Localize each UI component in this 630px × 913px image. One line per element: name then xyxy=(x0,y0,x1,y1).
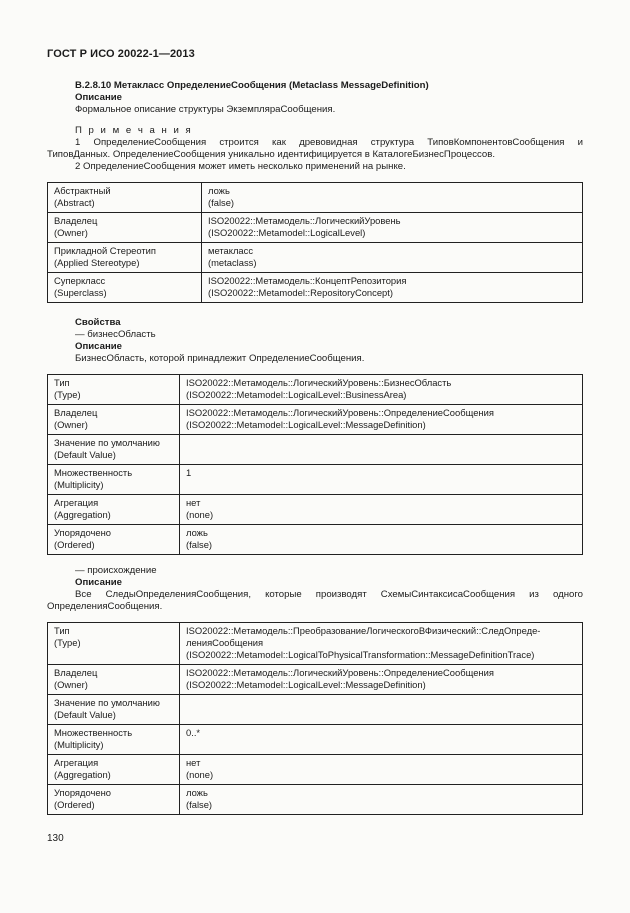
metaclass-attributes-table xyxy=(47,182,583,303)
note-2: 2 ОпределениеСообщения может иметь несколько применений на рынке. xyxy=(75,161,406,172)
attribute-value-line: ложь xyxy=(186,527,208,538)
attribute-name-line: (Ordered) xyxy=(54,539,95,550)
attribute-name-line: (Multiplicity) xyxy=(54,739,104,750)
attribute-value-cell xyxy=(180,375,583,405)
property-business-area-desc-label: Описание xyxy=(75,341,122,352)
attribute-value-line: метакласс xyxy=(208,245,254,256)
attribute-name-line: Значение по умолчанию xyxy=(54,697,160,708)
attribute-name-line: Значение по умолчанию xyxy=(54,437,160,448)
origin-attribute-row xyxy=(48,623,583,665)
attribute-value-line: ISO20022::Метамодель::ЛогическийУровень::ОпределениеСообщения xyxy=(186,407,494,418)
attribute-name-line: Множественность xyxy=(54,467,133,478)
metaclass-attribute-row xyxy=(48,213,583,243)
attribute-value-cell xyxy=(180,785,583,815)
property-business-area-desc: БизнесОбласть, которой принадлежит ОпределениеСообщения. xyxy=(75,353,365,364)
attribute-name-cell xyxy=(48,213,202,243)
attribute-value-cell xyxy=(180,435,583,465)
page-content xyxy=(47,80,583,815)
properties-label: Свойства xyxy=(75,317,121,328)
attribute-name-cell xyxy=(48,623,180,665)
attribute-name-cell xyxy=(48,665,180,695)
attribute-name-line: (Ordered) xyxy=(54,799,95,810)
attribute-value-cell xyxy=(180,623,583,665)
attribute-name-line: Тип xyxy=(54,625,70,636)
origin-attribute-row xyxy=(48,695,583,725)
attribute-name-line: (Owner) xyxy=(54,419,88,430)
attribute-name-line: Владелец xyxy=(54,667,98,678)
attribute-name-line: (Type) xyxy=(54,389,81,400)
attribute-value-cell xyxy=(202,273,583,303)
metaclass-attribute-row xyxy=(48,273,583,303)
business-area-attribute-row xyxy=(48,375,583,405)
attribute-value-cell xyxy=(180,495,583,525)
attribute-value-cell xyxy=(180,695,583,725)
attribute-value-line: ленияСообщения xyxy=(186,637,264,648)
description-label: Описание xyxy=(75,92,122,103)
attribute-name-line: (Type) xyxy=(54,637,81,648)
attribute-name-cell xyxy=(48,273,202,303)
note-1-line-2: ТиповДанных. ОпределениеСообщения уникально идентифицируется в КаталогеБизнесПроцессов. xyxy=(47,149,496,160)
attribute-name-line: Тип xyxy=(54,377,70,388)
business-area-attribute-row xyxy=(48,405,583,435)
page-header-title: ГОСТ Р ИСО 20022-1—2013 xyxy=(47,48,195,60)
attribute-name-cell xyxy=(48,375,180,405)
property-origin-desc-line-1: Все СледыОпределенияСообщения, которые производят СхемыСинтаксисаСообщения из одного xyxy=(75,589,583,600)
attribute-value-line: ISO20022::Метамодель::КонцептРепозитория xyxy=(208,275,407,286)
attribute-name-line: Множественность xyxy=(54,727,133,738)
attribute-name-line: Абстрактный xyxy=(54,185,111,196)
attribute-name-cell xyxy=(48,495,180,525)
attribute-name-line: Суперкласс xyxy=(54,275,106,286)
business-area-attribute-row xyxy=(48,495,583,525)
attribute-value-line: 1 xyxy=(186,467,192,478)
property-origin-desc-line-2: ОпределенияСообщения. xyxy=(47,601,163,612)
property-business-area-table xyxy=(47,374,583,555)
attribute-name-cell xyxy=(48,183,202,213)
attribute-value-cell xyxy=(180,525,583,555)
attribute-name-line: (Aggregation) xyxy=(54,509,111,520)
attribute-value-cell xyxy=(202,183,583,213)
attribute-name-cell xyxy=(48,405,180,435)
attribute-name-line: Упорядочено xyxy=(54,527,111,538)
attribute-value-cell xyxy=(180,755,583,785)
property-origin-table xyxy=(47,622,583,815)
business-area-attribute-row xyxy=(48,435,583,465)
attribute-value-line: (ISO20022::Metamodel::RepositoryConcept) xyxy=(208,287,393,298)
attribute-name-line: Прикладной Стереотип xyxy=(54,245,156,256)
attribute-value-line: (none) xyxy=(186,509,214,520)
origin-attribute-row xyxy=(48,785,583,815)
attribute-name-line: Агрегация xyxy=(54,757,99,768)
attribute-name-cell xyxy=(48,785,180,815)
attribute-value-cell xyxy=(180,405,583,435)
attribute-name-line: Агрегация xyxy=(54,497,99,508)
attribute-value-cell xyxy=(180,725,583,755)
attribute-value-line: (none) xyxy=(186,769,214,780)
attribute-value-line: (ISO20022::Metamodel::LogicalLevel::MessageDefinition) xyxy=(186,679,426,690)
property-origin-desc-label: Описание xyxy=(75,577,122,588)
attribute-name-line: Владелец xyxy=(54,407,98,418)
attribute-value-line: (false) xyxy=(208,197,235,208)
property-business-area-name: — бизнесОбласть xyxy=(75,329,156,340)
metaclass-attribute-row xyxy=(48,183,583,213)
note-1-line-1: 1 ОпределениеСообщения строится как древовидная структура ТиповКомпонентовСообщения и xyxy=(75,137,583,148)
attribute-value-line: ISO20022::Метамодель::ЛогическийУровень::ОпределениеСообщения xyxy=(186,667,494,678)
attribute-value-line: (false) xyxy=(186,539,213,550)
attribute-name-cell xyxy=(48,243,202,273)
attribute-value-line: (metaclass) xyxy=(208,257,257,268)
metaclass-attribute-row xyxy=(48,243,583,273)
attribute-value-line: 0..* xyxy=(186,727,201,738)
attribute-name-line: (Abstract) xyxy=(54,197,95,208)
attribute-name-cell xyxy=(48,435,180,465)
page-number: 130 xyxy=(47,833,64,844)
attribute-name-line: (Default Value) xyxy=(54,449,116,460)
attribute-value-cell xyxy=(180,665,583,695)
attribute-value-line: ISO20022::Метамодель::ПреобразованиеЛогическогоВФизический::СледОпреде- xyxy=(186,625,541,636)
attribute-name-line: Владелец xyxy=(54,215,98,226)
notes-label: П р и м е ч а н и я xyxy=(75,125,193,136)
attribute-name-cell xyxy=(48,695,180,725)
attribute-name-line: (Owner) xyxy=(54,227,88,238)
attribute-name-line: (Default Value) xyxy=(54,709,116,720)
attribute-value-line: нет xyxy=(186,497,201,508)
business-area-attribute-row xyxy=(48,525,583,555)
attribute-name-line: (Owner) xyxy=(54,679,88,690)
description-text: Формальное описание структуры ЭкземпляраСообщения. xyxy=(75,104,336,115)
attribute-value-line: (ISO20022::Metamodel::LogicalLevel) xyxy=(208,227,366,238)
origin-attribute-row xyxy=(48,665,583,695)
attribute-name-line: (Aggregation) xyxy=(54,769,111,780)
origin-attribute-row xyxy=(48,725,583,755)
section-heading: B.2.8.10 Метакласс ОпределениеСообщения (Metaclass MessageDefinition) xyxy=(75,80,429,91)
origin-attribute-row xyxy=(48,755,583,785)
attribute-value-line: (ISO20022::Metamodel::LogicalToPhysicalTransformation::MessageDefinitionTrace) xyxy=(186,649,535,660)
attribute-name-line: (Superclass) xyxy=(54,287,107,298)
attribute-name-cell xyxy=(48,465,180,495)
attribute-value-line: (ISO20022::Metamodel::LogicalLevel::MessageDefinition) xyxy=(186,419,426,430)
attribute-value-cell xyxy=(180,465,583,495)
attribute-name-line: (Multiplicity) xyxy=(54,479,104,490)
property-origin-name: — происхождение xyxy=(75,565,157,576)
business-area-attribute-row xyxy=(48,465,583,495)
attribute-name-cell xyxy=(48,755,180,785)
attribute-value-line: (false) xyxy=(186,799,213,810)
attribute-value-line: ложь xyxy=(208,185,230,196)
attribute-name-cell xyxy=(48,725,180,755)
attribute-value-line: ISO20022::Метамодель::ЛогическийУровень::БизнесОбласть xyxy=(186,377,452,388)
attribute-value-line: ISO20022::Метамодель::ЛогическийУровень xyxy=(208,215,401,226)
attribute-name-cell xyxy=(48,525,180,555)
attribute-value-cell xyxy=(202,243,583,273)
attribute-name-line: Упорядочено xyxy=(54,787,111,798)
attribute-value-line: (ISO20022::Metamodel::LogicalLevel::BusinessArea) xyxy=(186,389,407,400)
attribute-name-line: (Applied Stereotype) xyxy=(54,257,140,268)
attribute-value-line: нет xyxy=(186,757,201,768)
attribute-value-line: ложь xyxy=(186,787,208,798)
attribute-value-cell xyxy=(202,213,583,243)
